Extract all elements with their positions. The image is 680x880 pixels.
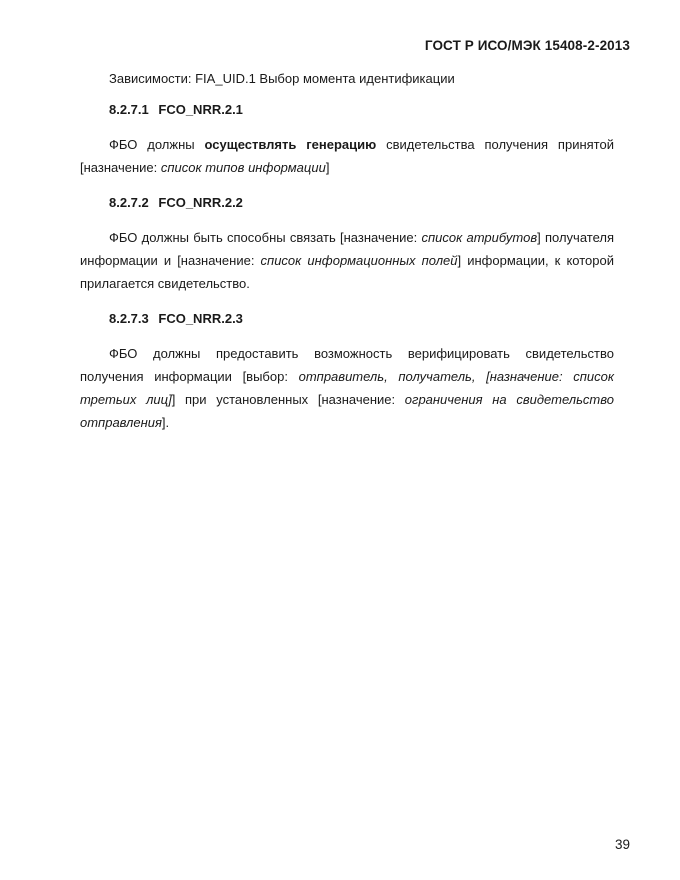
- section-number: 8.2.7.1: [109, 102, 149, 117]
- text-run: ] при установленных [назначение:: [171, 392, 405, 407]
- dependencies-line: Зависимости: FIA_UID.1 Выбор момента идентификации: [109, 71, 455, 86]
- italic-run: список типов информации: [160, 160, 326, 175]
- text-run: свидетельства получения принятой [назначение:: [80, 137, 614, 175]
- section-8-2-7-2: [80, 191, 614, 295]
- text-run: ].: [161, 415, 170, 430]
- section-number: 8.2.7.3: [109, 311, 149, 326]
- bold-run: осуществлять генерацию: [204, 137, 377, 152]
- section-heading: [80, 191, 614, 214]
- section-code: FCO_NRR.2.1: [158, 102, 243, 117]
- italic-run: отправитель, получатель, [назначение: список третьих лиц]: [80, 369, 614, 407]
- page-number: 39: [614, 837, 630, 852]
- section-8-2-7-3: [80, 307, 614, 434]
- section-8-2-7-1: [80, 98, 614, 179]
- text-run: ФБО должны предоставить возможность верифицировать свидетельство получения информации [выбор:: [80, 346, 614, 384]
- italic-run: список информационных полей: [260, 253, 458, 268]
- text-run: ФБО должны быть способны связать [назначение:: [109, 230, 422, 245]
- section-code: FCO_NRR.2.2: [158, 195, 243, 210]
- section-heading: [80, 307, 614, 330]
- section-number: 8.2.7.2: [109, 195, 149, 210]
- section-paragraph: [80, 226, 614, 295]
- text-run: ФБО должны: [109, 137, 205, 152]
- italic-run: ограничения на свидетельство отправления: [80, 392, 614, 430]
- text-run: ] информации, к которой прилагается свидетельство.: [80, 253, 614, 291]
- text-run: ] получателя информации и [назначение:: [80, 230, 615, 268]
- document-header: ГОСТ Р ИСО/МЭК 15408-2-2013: [424, 38, 630, 53]
- page-content: [80, 67, 614, 446]
- italic-run: список атрибутов: [421, 230, 538, 245]
- section-paragraph: [80, 342, 614, 434]
- section-paragraph: [80, 133, 614, 179]
- section-heading: [80, 98, 614, 121]
- text-run: ]: [325, 160, 330, 175]
- section-code: FCO_NRR.2.3: [158, 311, 243, 326]
